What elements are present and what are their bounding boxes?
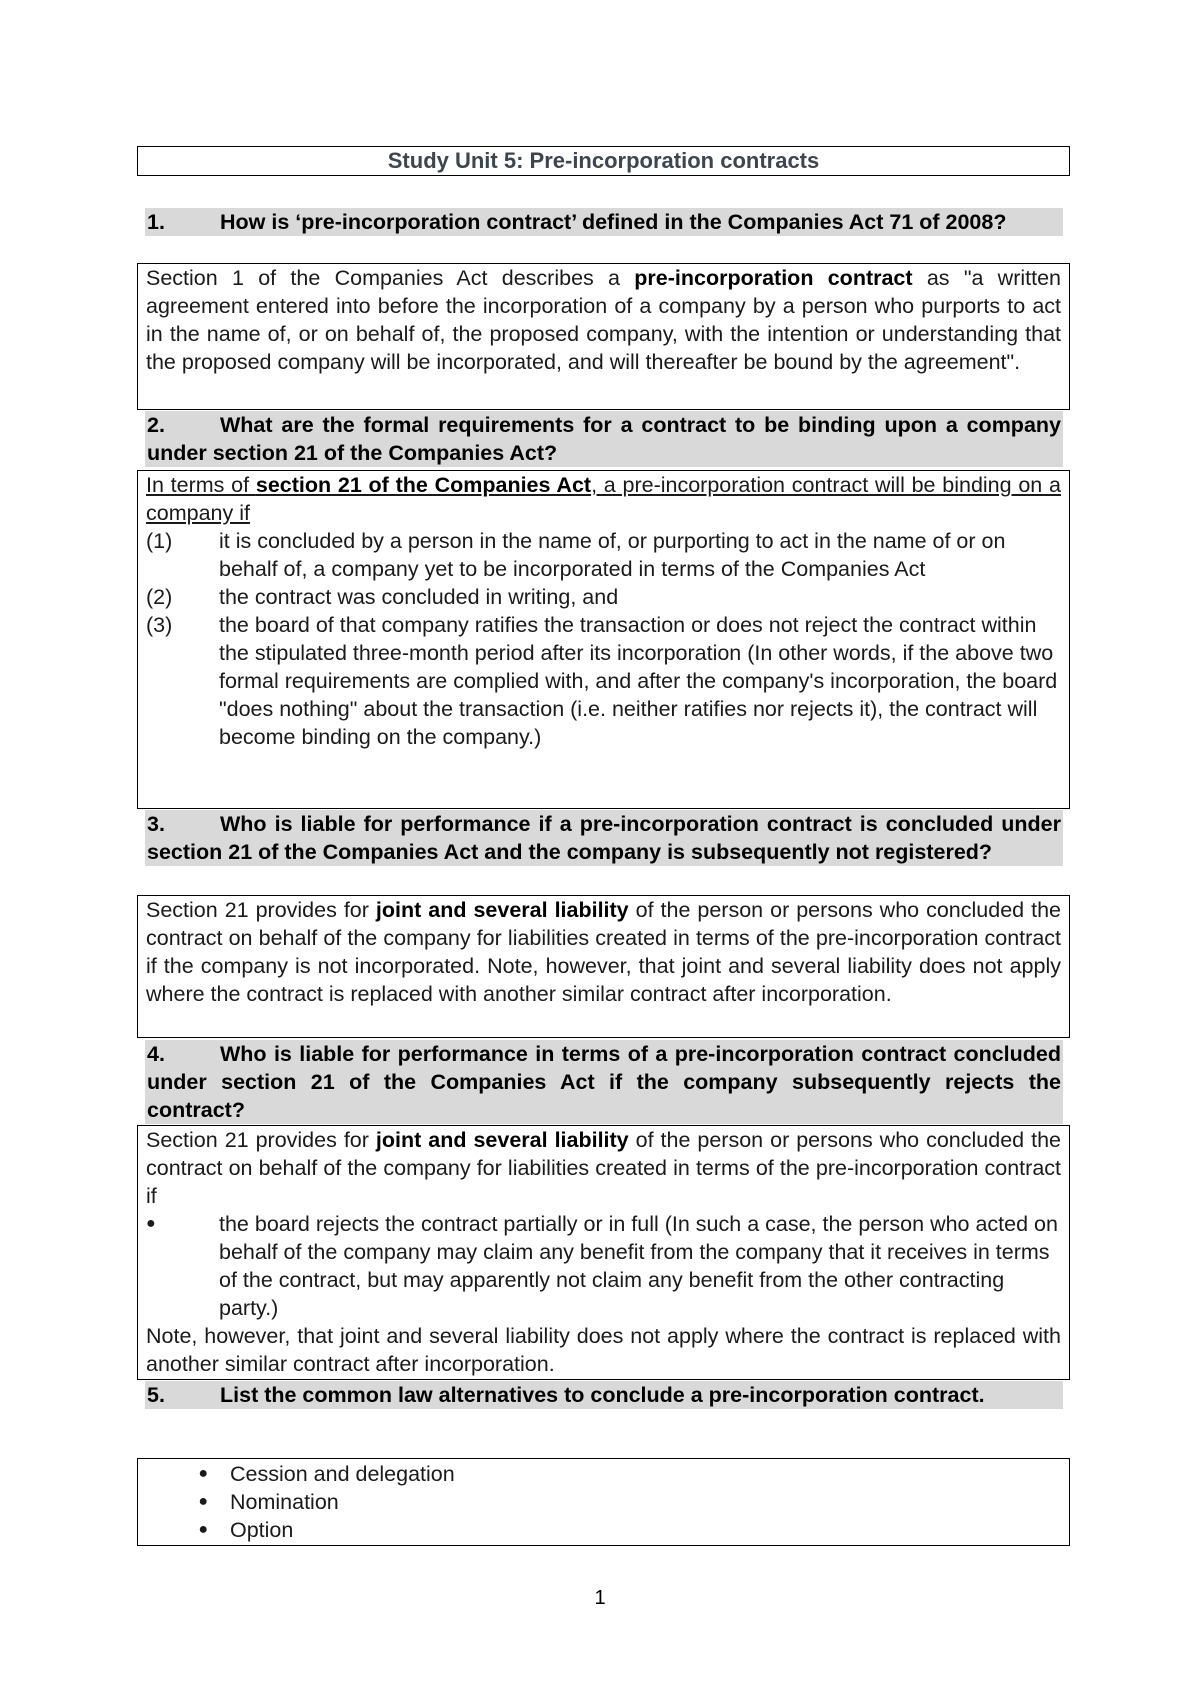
intro-text: In terms of — [146, 473, 256, 497]
question-text: List the common law alternatives to conclude a pre-incorporation contract. — [220, 1383, 985, 1407]
answer-text: Section 21 provides for — [146, 898, 376, 922]
question-3 — [145, 810, 1063, 866]
answer-bold-term: joint and several liability — [375, 1128, 629, 1152]
answer-1 — [137, 263, 1070, 410]
question-number: 4. — [147, 1042, 165, 1066]
answer-bold-term: pre-incorporation contract — [634, 266, 913, 290]
list-item — [146, 583, 1061, 611]
list-item-text: the board rejects the contract partially or in full (In such a case, the person who acted on behalf of the company may claim any benefit from the company that it receives in terms of the contract, but may apparently not claim any benefit from the other contracting party.) — [219, 1212, 1058, 1320]
answer-text: of the person or persons who concluded the contract on behalf of the company for liabilities created in terms of the pre-incorporation contract if the company is not incorporated. Note, however, that joint and several liability does not apply where the contract is replaced with another similar contract after incorporation. — [146, 898, 1061, 1006]
bullet-icon: ● — [198, 1521, 208, 1538]
list-item-text: the board of that company ratifies the transaction or does not reject the contract within the stipulated three-month period after its incorporation (In other words, if the above two formal requirements are complied with, and after the company's incorporation, the board "does nothing" about the transaction (i.e. neither ratifies nor rejects it), the contract will become binding on the company.) — [219, 613, 1058, 749]
list-marker: (1) — [146, 529, 173, 553]
bullet-icon: ● — [198, 1465, 208, 1482]
answer-4 — [137, 1125, 1070, 1380]
question-5 — [145, 1381, 1063, 1409]
document-title: Study Unit 5: Pre-incorporation contracts — [137, 146, 1070, 176]
answer-text: as "a written agreement entered into before the incorporation of a company by a person who purports to act in the name of, or on behalf of, the proposed company, with the intention or understanding that the proposed company will be incorporated, and will thereafter be bound by the agreement". — [146, 266, 1062, 374]
list-marker: (3) — [146, 613, 173, 637]
list-item-text: Cession and delegation — [230, 1462, 455, 1486]
question-number: 5. — [147, 1383, 165, 1407]
list-marker: (2) — [146, 585, 173, 609]
intro-text: , a pre-incorporation contract will be binding on a company if — [146, 473, 1061, 525]
question-number: 3. — [147, 812, 165, 836]
list-item-text: it is concluded by a person in the name of, or purporting to act in the name of or on behalf of, a company yet to be incorporated in terms of the Companies Act — [219, 529, 1006, 581]
intro-bold-term: section 21 of the Companies Act — [255, 473, 592, 497]
list-item — [146, 527, 1061, 583]
question-1 — [145, 208, 1063, 236]
list-item — [146, 1460, 1061, 1488]
answer-3 — [137, 895, 1070, 1038]
question-number: 2. — [147, 413, 165, 437]
answer-intro — [146, 471, 1061, 527]
answer-text: Section 1 of the Companies Act describes a — [146, 266, 635, 290]
answer-note: Note, however, that joint and several liability does not apply where the contract is replaced with another similar contract after incorporation. — [146, 1324, 1061, 1376]
bullet-icon: ● — [198, 1493, 208, 1510]
list-item — [146, 1488, 1061, 1516]
list-item — [146, 611, 1061, 751]
answer-text: of the person or persons who concluded the contract on behalf of the company for liabilities created in terms of the pre-incorporation contract if — [146, 1128, 1061, 1208]
answer-bold-term: joint and several liability — [375, 898, 629, 922]
list-item-text: Option — [230, 1518, 294, 1542]
answer-text: Section 21 provides for — [146, 1128, 376, 1152]
answer-2 — [137, 470, 1070, 809]
question-2 — [145, 411, 1063, 467]
question-text: What are the formal requirements for a contract to be binding upon a company under section 21 of the Companies Act? — [147, 413, 1061, 465]
question-text: Who is liable for performance if a pre-incorporation contract is concluded under section 21 of the Companies Act and the company is subsequently not registered? — [147, 812, 1061, 864]
list-item — [146, 1210, 1061, 1322]
answer-5 — [137, 1458, 1070, 1546]
answer-intro — [146, 1126, 1061, 1210]
question-number: 1. — [147, 210, 165, 234]
page-number: 1 — [594, 1587, 606, 1609]
question-4 — [145, 1040, 1063, 1124]
question-text: How is ‘pre-incorporation contract’ defined in the Companies Act 71 of 2008? — [220, 210, 1007, 234]
bullet-icon: ● — [146, 1215, 156, 1232]
list-item-text: Nomination — [230, 1490, 339, 1514]
list-item-text: the contract was concluded in writing, and — [219, 585, 619, 609]
question-text: Who is liable for performance in terms of a pre-incorporation contract concluded under section 21 of the Companies Act if the company subsequently rejects the contract? — [147, 1042, 1061, 1122]
list-item — [146, 1516, 1061, 1544]
